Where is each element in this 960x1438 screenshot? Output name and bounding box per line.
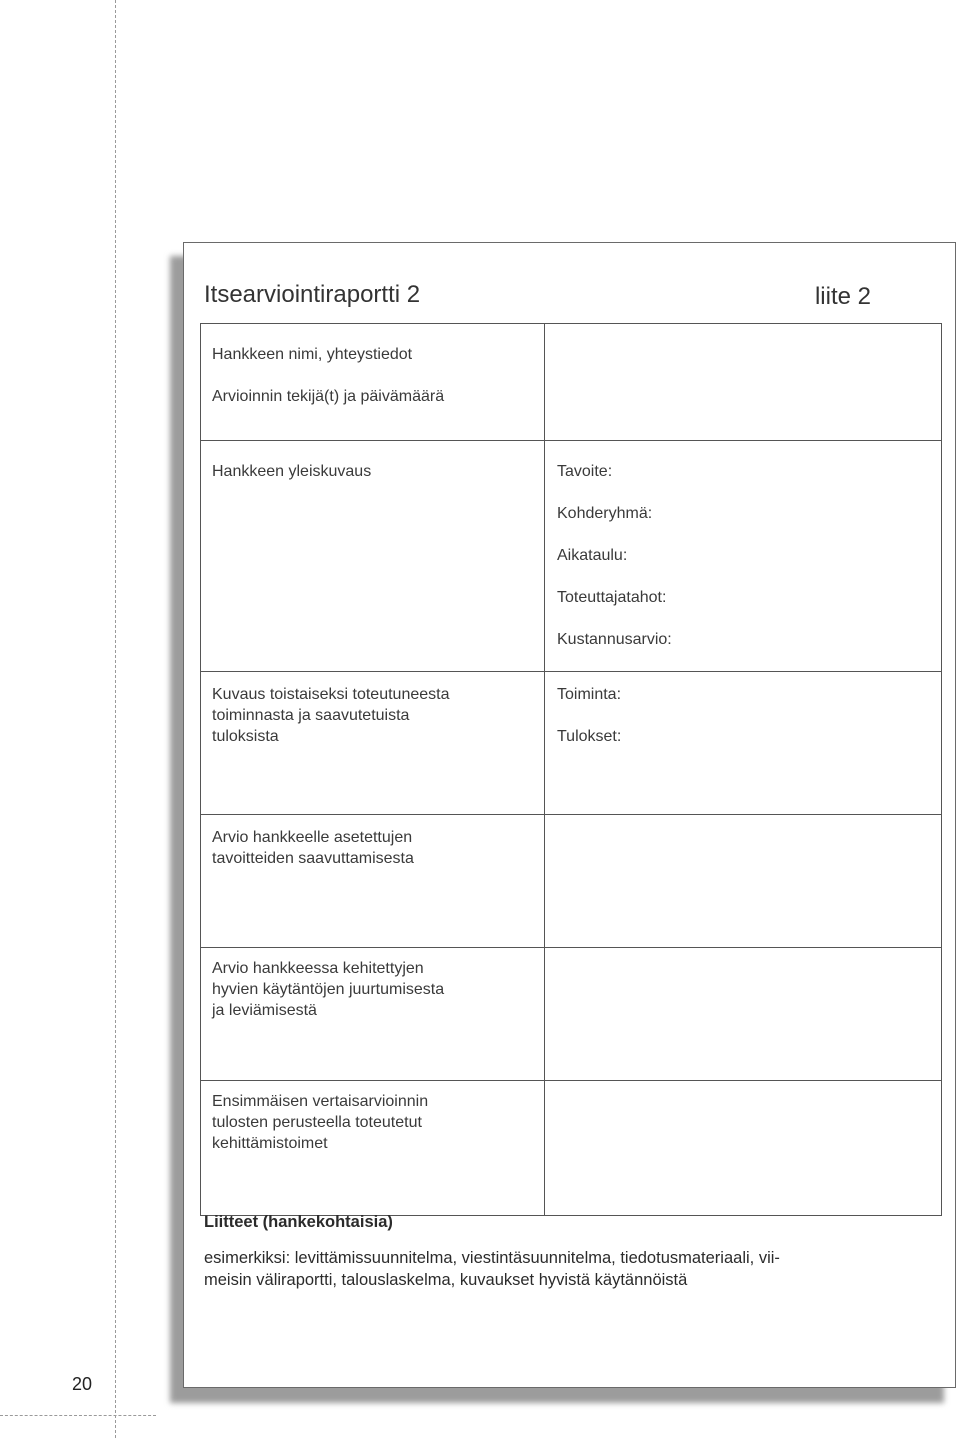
form-field-progress[interactable]: [545, 672, 942, 815]
field-label-schedule: Aikataulu:: [557, 547, 628, 564]
field-label-target-group: Kohderyhmä:: [557, 505, 653, 522]
form-row-overview: [201, 441, 942, 672]
form-label-cell: [201, 948, 545, 1081]
form-row-progress: [201, 672, 942, 815]
form-field-development-actions[interactable]: [545, 1081, 942, 1216]
form-label-cell: [201, 815, 545, 948]
field-label-goal: Tavoite:: [557, 463, 613, 480]
field-label-activities: Toiminta:: [557, 686, 622, 703]
form-label-cell: [201, 324, 545, 441]
form-field-overview[interactable]: [545, 441, 942, 672]
field-label-implementers: Toteuttajatahot:: [557, 589, 667, 606]
form-label-cell: [201, 441, 545, 672]
form-field-project-info[interactable]: [545, 324, 942, 441]
form-label-goal-assessment: Arvio hankkeelle asetettujen tavoitteiden saavuttamisesta: [212, 829, 414, 867]
report-sheet: [183, 242, 956, 1388]
form-label-development-actions: Ensimmäisen vertaisarvioinnin tulosten perusteella toteutetut kehittämistoimet: [212, 1093, 429, 1152]
form-row-development-actions: [201, 1081, 942, 1216]
crop-mark-vertical: [115, 0, 116, 1438]
report-form-table: [200, 323, 942, 1216]
form-label-practice-assessment: Arvio hankkeessa kehitettyjen hyvien käytäntöjen juurtumisesta ja leviämisestä: [212, 960, 445, 1019]
form-label-cell: [201, 1081, 545, 1216]
field-label-cost-estimate: Kustannusarvio:: [557, 631, 672, 648]
field-label-results: Tulokset:: [557, 728, 622, 745]
annex-label: liite 2: [814, 283, 871, 310]
form-label-cell: [201, 672, 545, 815]
form-row-goal-assessment: [201, 815, 942, 948]
attachments-heading: Liitteet (hankekohtaisia): [204, 1213, 393, 1231]
form-field-goal-assessment[interactable]: [545, 815, 942, 948]
report-title: Itsearviointiraportti 2: [204, 281, 421, 308]
attachments-text: esimerkiksi: levittämissuunnitelma, viestintäsuunnitelma, tiedotusmateriaali, vii- meisin väliraportti, talouslaskelma, kuvaukset hyvistä käytännöistä: [204, 1249, 780, 1289]
form-label-assessors-date: Arvioinnin tekijä(t) ja päivämäärä: [212, 388, 445, 405]
page-number: 20: [71, 1374, 93, 1394]
form-row-practice-assessment: [201, 948, 942, 1081]
form-label-progress: Kuvaus toistaiseksi toteutuneesta toiminnasta ja saavutetuista tuloksista: [212, 686, 450, 745]
form-field-practice-assessment[interactable]: [545, 948, 942, 1081]
form-row-project-info: [201, 324, 942, 441]
crop-mark-horizontal: [0, 1415, 156, 1416]
form-label-project-name: Hankkeen nimi, yhteystiedot: [212, 346, 413, 363]
form-label-overview: Hankkeen yleiskuvaus: [212, 463, 372, 480]
